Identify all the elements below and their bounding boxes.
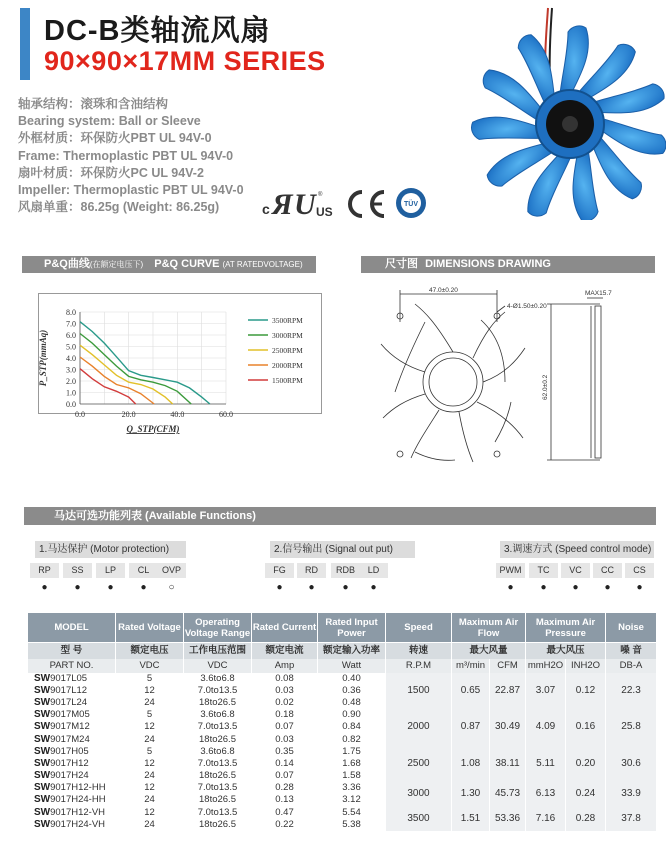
model-number: 9017H24-HH xyxy=(50,794,106,806)
model-number: 9017L12 xyxy=(50,684,88,696)
model-cell xyxy=(28,807,116,819)
table-cell: 0.87 xyxy=(452,709,490,746)
model-cell xyxy=(28,709,116,721)
table-cell: 2000 xyxy=(386,709,452,746)
model-cell xyxy=(28,746,116,758)
function-group-signal-output: 2.信号输出 (Signal out put) xyxy=(270,541,415,558)
ce-mark-icon xyxy=(344,186,388,220)
col-speed: Speed xyxy=(386,613,452,643)
table-cell: 0.65 xyxy=(452,673,490,710)
function-code: PWM xyxy=(496,563,525,578)
model-prefix: SW xyxy=(34,794,51,806)
pq-curve-header xyxy=(22,256,316,273)
model-prefix: SW xyxy=(34,806,51,818)
function-code: RP xyxy=(30,563,59,578)
table-cell: 额定电流 xyxy=(252,643,318,659)
table-cell: 12 xyxy=(116,807,184,819)
table-cell: 24 xyxy=(116,794,184,806)
table-cell: 1.08 xyxy=(452,746,490,783)
svg-text:®: ® xyxy=(318,192,323,198)
function-availability-mark: ● xyxy=(276,582,283,593)
model-prefix: SW xyxy=(34,721,51,733)
model-cell xyxy=(28,819,116,831)
model-cell xyxy=(28,673,116,685)
chart-y-tick-label: 8.0 xyxy=(66,308,76,317)
chart-y-tick-label: 4.0 xyxy=(66,354,76,363)
table-cell: 0.18 xyxy=(252,709,318,721)
col-noise: Noise xyxy=(606,613,657,643)
spec-line: 扇叶材质：环保防火PC UL 94V-2 xyxy=(18,165,204,180)
table-cell: 12 xyxy=(116,782,184,794)
table-cell: 18to26.5 xyxy=(184,697,252,709)
table-cell: 0.24 xyxy=(566,782,606,806)
table-cell: 3.6to6.8 xyxy=(184,746,252,758)
table-cell: 0.90 xyxy=(318,709,386,721)
table-row xyxy=(28,709,657,721)
table-cell: 4.09 xyxy=(526,709,566,746)
dimensions-drawing xyxy=(355,282,623,478)
table-cell: 0.16 xyxy=(566,709,606,746)
model-number: 9017H12 xyxy=(50,757,89,769)
model-prefix: SW xyxy=(34,709,51,721)
model-number: 9017H24 xyxy=(50,770,89,782)
svg-text:U: U xyxy=(294,188,316,220)
col-max-airflow: Maximum Air Flow xyxy=(452,613,526,643)
chart-x-tick-label: 60.0 xyxy=(219,410,233,419)
svg-text:c: c xyxy=(262,201,270,217)
table-cell: 0.28 xyxy=(252,782,318,794)
function-code: LP xyxy=(96,563,125,578)
spec-line: Frame: Thermoplastic PBT UL 94V-0 xyxy=(18,148,234,163)
spec-line: Impeller: Thermoplastic PBT UL 94V-0 xyxy=(18,182,244,197)
table-cell: VDC xyxy=(184,659,252,673)
table-cell: 额定电压 xyxy=(116,643,184,659)
table-cell: 0.47 xyxy=(252,807,318,819)
table-cell: 38.11 xyxy=(490,746,526,783)
table-cell: 0.08 xyxy=(252,673,318,685)
table-cell: 噪 音 xyxy=(606,643,657,659)
table-cell: 7.16 xyxy=(526,807,566,831)
model-number: 9017M05 xyxy=(50,709,90,721)
max-thickness-label: MAX15.7 xyxy=(585,290,612,297)
table-units-row xyxy=(28,659,657,673)
function-code: RDB xyxy=(331,563,360,578)
table-cell: 24 xyxy=(116,697,184,709)
table-cell: CFM xyxy=(490,659,526,673)
model-prefix: SW xyxy=(34,672,51,684)
table-cell: 30.6 xyxy=(606,746,657,783)
function-availability-mark: ● xyxy=(74,582,81,593)
chart-y-tick-label: 6.0 xyxy=(66,331,76,340)
table-cell: 0.03 xyxy=(252,685,318,697)
function-availability-mark: ● xyxy=(370,582,377,593)
model-number: 9017L05 xyxy=(50,672,88,684)
hub-outline xyxy=(423,352,483,412)
height-dimension-label: 62.0±0.2 xyxy=(542,374,549,400)
chart-series-line xyxy=(80,334,191,405)
table-cell: 0.28 xyxy=(566,807,606,831)
pq-curve-chart xyxy=(34,290,334,438)
function-code: RD xyxy=(297,563,326,578)
model-prefix: SW xyxy=(34,782,51,794)
table-cell: 7.0to13.5 xyxy=(184,782,252,794)
table-cell: 最大风压 xyxy=(526,643,606,659)
table-row xyxy=(28,807,657,819)
table-cell: 7.0to13.5 xyxy=(184,685,252,697)
table-cell: 18to26.5 xyxy=(184,770,252,782)
title-accent-bar xyxy=(20,8,30,80)
model-cell xyxy=(28,685,116,697)
table-cell: 0.14 xyxy=(252,758,318,770)
table-cell: 0.12 xyxy=(566,673,606,710)
table-cell: 0.20 xyxy=(566,746,606,783)
table-cell: 6.13 xyxy=(526,782,566,806)
chart-y-tick-label: 7.0 xyxy=(66,319,76,329)
table-cell: 12 xyxy=(116,685,184,697)
chart-x-tick-label: 40.0 xyxy=(170,410,185,419)
table-cell: 3.36 xyxy=(318,782,386,794)
col-model: MODEL xyxy=(28,613,116,643)
function-code: SS xyxy=(63,563,92,578)
table-cell: 12 xyxy=(116,758,184,770)
model-prefix: SW xyxy=(34,696,51,708)
table-cell: 0.03 xyxy=(252,733,318,745)
function-availability-mark: ● xyxy=(636,582,643,593)
table-cell: 1.68 xyxy=(318,758,386,770)
chart-y-tick-label: 1.0 xyxy=(66,388,76,398)
model-cell xyxy=(28,697,116,709)
holes-dimension-label: 4-Ø1.50±0.20 xyxy=(507,303,547,310)
model-prefix: SW xyxy=(34,757,51,769)
model-cell xyxy=(28,721,116,733)
table-cell: 额定输入功率 xyxy=(318,643,386,659)
table-cell: 24 xyxy=(116,733,184,745)
table-cell: 0.48 xyxy=(318,697,386,709)
col-operating-voltage: Operating Voltage Range xyxy=(184,613,252,643)
function-availability-mark: ● xyxy=(41,582,48,593)
col-max-pressure: Maximum Air Pressure xyxy=(526,613,606,643)
chart-legend-label: 3000RPM xyxy=(272,331,303,340)
table-cell: 0.13 xyxy=(252,794,318,806)
table-cell: 24 xyxy=(116,819,184,831)
functions-header-label: 马达可选功能列表 (Available Functions) xyxy=(54,510,256,522)
table-cell: 7.0to13.5 xyxy=(184,807,252,819)
table-cell: 18to26.5 xyxy=(184,819,252,831)
svg-text:TÜV: TÜV xyxy=(404,201,418,208)
dimensions-header xyxy=(361,256,655,273)
model-cell xyxy=(28,770,116,782)
function-availability-mark: ● xyxy=(107,582,114,593)
function-availability-mark: ● xyxy=(140,582,147,593)
function-code: OVP xyxy=(157,563,186,578)
table-cell: 1.51 xyxy=(452,807,490,831)
ul-certification-icon xyxy=(260,186,338,220)
model-number: 9017M12 xyxy=(50,721,90,733)
function-code: CS xyxy=(625,563,654,578)
model-number: 9017H24-VH xyxy=(50,818,106,830)
fan-product-image xyxy=(470,6,666,220)
svg-text:US: US xyxy=(316,205,333,219)
table-cell: 0.36 xyxy=(318,685,386,697)
chart-y-tick-label: 3.0 xyxy=(66,365,76,375)
table-cell: Amp xyxy=(252,659,318,673)
model-prefix: SW xyxy=(34,745,51,757)
series-subtitle: 90×90×17MM SERIES xyxy=(44,46,326,76)
function-code: CL xyxy=(129,563,158,578)
chart-legend-label: 2000RPM xyxy=(272,361,303,370)
pq-header-en-note: (AT RATEDVOLTAGE) xyxy=(222,260,303,269)
spec-line: 外框材质：环保防火PBT UL 94V-0 xyxy=(18,131,212,146)
function-code: FG xyxy=(265,563,294,578)
dim-header-en: DIMENSIONS DRAWING xyxy=(425,258,551,270)
table-cell: 3500 xyxy=(386,807,452,831)
table-cell: Watt xyxy=(318,659,386,673)
table-cell: 3.6to6.8 xyxy=(184,673,252,685)
function-code: VC xyxy=(561,563,590,578)
col-rated-voltage: Rated Voltage xyxy=(116,613,184,643)
model-number: 9017L24 xyxy=(50,696,88,708)
table-cell: 0.40 xyxy=(318,673,386,685)
table-cell: 转速 xyxy=(386,643,452,659)
chart-series-line xyxy=(80,322,210,404)
table-cell: 3.07 xyxy=(526,673,566,710)
table-row xyxy=(28,782,657,794)
table-cell: 3000 xyxy=(386,782,452,806)
chart-series-line xyxy=(80,369,136,404)
table-cell: 2500 xyxy=(386,746,452,783)
table-cell: 0.02 xyxy=(252,697,318,709)
width-dimension-label: 47.0±0.20 xyxy=(429,287,458,294)
table-cell: 1500 xyxy=(386,673,452,710)
table-cell: 5.11 xyxy=(526,746,566,783)
model-cell xyxy=(28,782,116,794)
model-cell xyxy=(28,794,116,806)
table-cell: 1.30 xyxy=(452,782,490,806)
table-cell: 1.58 xyxy=(318,770,386,782)
dim-header-cn: 尺寸图 xyxy=(385,258,418,270)
table-cell: 5 xyxy=(116,709,184,721)
table-cell: 7.0to13.5 xyxy=(184,758,252,770)
spec-line: 轴承结构：滚珠和含油结构 xyxy=(18,97,169,111)
spec-list xyxy=(18,96,244,216)
table-cell: mmH2O xyxy=(526,659,566,673)
function-availability-mark: ● xyxy=(540,582,547,593)
table-cell: 型 号 xyxy=(28,643,116,659)
table-cell: 5.38 xyxy=(318,819,386,831)
side-profile xyxy=(595,306,601,458)
pq-header-cn: P&Q曲线 xyxy=(44,258,90,270)
table-cell: 最大风量 xyxy=(452,643,526,659)
table-cell: 22.87 xyxy=(490,673,526,710)
table-cell: 24 xyxy=(116,770,184,782)
table-cell: 18to26.5 xyxy=(184,733,252,745)
chart-legend-label: 1500RPM xyxy=(272,376,303,385)
chart-legend-label: 2500RPM xyxy=(272,346,303,355)
page-title: DC-B类轴流风扇 xyxy=(44,15,271,47)
svg-text:Я: Я xyxy=(272,188,293,220)
pq-header-cn-note: (在额定电压下) xyxy=(89,260,144,269)
table-cell: 53.36 xyxy=(490,807,526,831)
chart-x-axis-label: Q_STP(CFM) xyxy=(126,424,180,434)
chart-legend-label: 3500RPM xyxy=(272,316,303,325)
function-availability-mark: ● xyxy=(604,582,611,593)
table-cell: 工作电压范围 xyxy=(184,643,252,659)
table-cell: 0.07 xyxy=(252,770,318,782)
table-cell: 3.6to6.8 xyxy=(184,709,252,721)
table-cell: PART NO. xyxy=(28,659,116,673)
table-cell: m³/min xyxy=(452,659,490,673)
model-prefix: SW xyxy=(34,770,51,782)
table-cell: 5 xyxy=(116,673,184,685)
tuv-certification-icon xyxy=(394,186,428,220)
function-code: CC xyxy=(593,563,622,578)
table-cell: 12 xyxy=(116,721,184,733)
model-number: 9017H05 xyxy=(50,745,89,757)
table-row xyxy=(28,673,657,685)
table-cell: 37.8 xyxy=(606,807,657,831)
function-availability-mark: ● xyxy=(308,582,315,593)
chart-y-tick-label: 2.0 xyxy=(66,377,76,386)
table-cell: 0.35 xyxy=(252,746,318,758)
chart-y-axis-label: P_STP(mmAq) xyxy=(38,329,48,387)
function-availability-mark: ● xyxy=(342,582,349,593)
table-cell: DB-A xyxy=(606,659,657,673)
table-cell: 0.82 xyxy=(318,733,386,745)
model-number: 9017H12-HH xyxy=(50,782,106,794)
spec-line: 风扇单重：86.25g (Weight: 86.25g) xyxy=(18,200,220,215)
chart-x-tick-label: 0.0 xyxy=(75,410,85,419)
table-cell: 7.0to13.5 xyxy=(184,721,252,733)
table-cell: 33.9 xyxy=(606,782,657,806)
table-cell: 30.49 xyxy=(490,709,526,746)
table-cell: VDC xyxy=(116,659,184,673)
model-prefix: SW xyxy=(34,733,51,745)
model-number: 9017H12-VH xyxy=(50,806,106,818)
pq-header-en: P&Q CURVE xyxy=(154,258,220,270)
table-cell: 0.84 xyxy=(318,721,386,733)
table-header-row xyxy=(28,613,657,643)
chart-y-tick-label: 5.0 xyxy=(66,342,76,352)
function-group-speed-control: 3.调速方式 (Speed control mode) xyxy=(500,541,654,558)
model-prefix: SW xyxy=(34,684,51,696)
function-code: LD xyxy=(359,563,388,578)
table-cell: R.P.M xyxy=(386,659,452,673)
spec-table xyxy=(27,612,657,831)
table-cell: 22.3 xyxy=(606,673,657,710)
table-cell: 1.75 xyxy=(318,746,386,758)
table-row xyxy=(28,746,657,758)
col-rated-current: Rated Current xyxy=(252,613,318,643)
table-cell: INH2O xyxy=(566,659,606,673)
model-prefix: SW xyxy=(34,818,51,830)
table-cn-header-row xyxy=(28,643,657,659)
model-cell xyxy=(28,733,116,745)
function-availability-mark: ● xyxy=(507,582,514,593)
table-cell: 5.54 xyxy=(318,807,386,819)
table-cell: 3.12 xyxy=(318,794,386,806)
chart-x-tick-label: 20.0 xyxy=(121,410,136,419)
table-cell: 0.07 xyxy=(252,721,318,733)
chart-y-tick-label: 0.0 xyxy=(66,400,76,409)
function-availability-mark: ○ xyxy=(168,582,175,593)
table-cell: 45.73 xyxy=(490,782,526,806)
table-cell: 18to26.5 xyxy=(184,794,252,806)
function-code: TC xyxy=(529,563,558,578)
table-cell: 0.22 xyxy=(252,819,318,831)
model-cell xyxy=(28,758,116,770)
function-availability-mark: ● xyxy=(572,582,579,593)
functions-header xyxy=(24,507,656,525)
col-rated-power: Rated Input Power xyxy=(318,613,386,643)
spec-line: Bearing system: Ball or Sleeve xyxy=(18,114,201,129)
function-group-motor-protection: 1.马达保护 (Motor protection) xyxy=(35,541,186,558)
table-cell: 5 xyxy=(116,746,184,758)
table-cell: 25.8 xyxy=(606,709,657,746)
model-number: 9017M24 xyxy=(50,733,90,745)
